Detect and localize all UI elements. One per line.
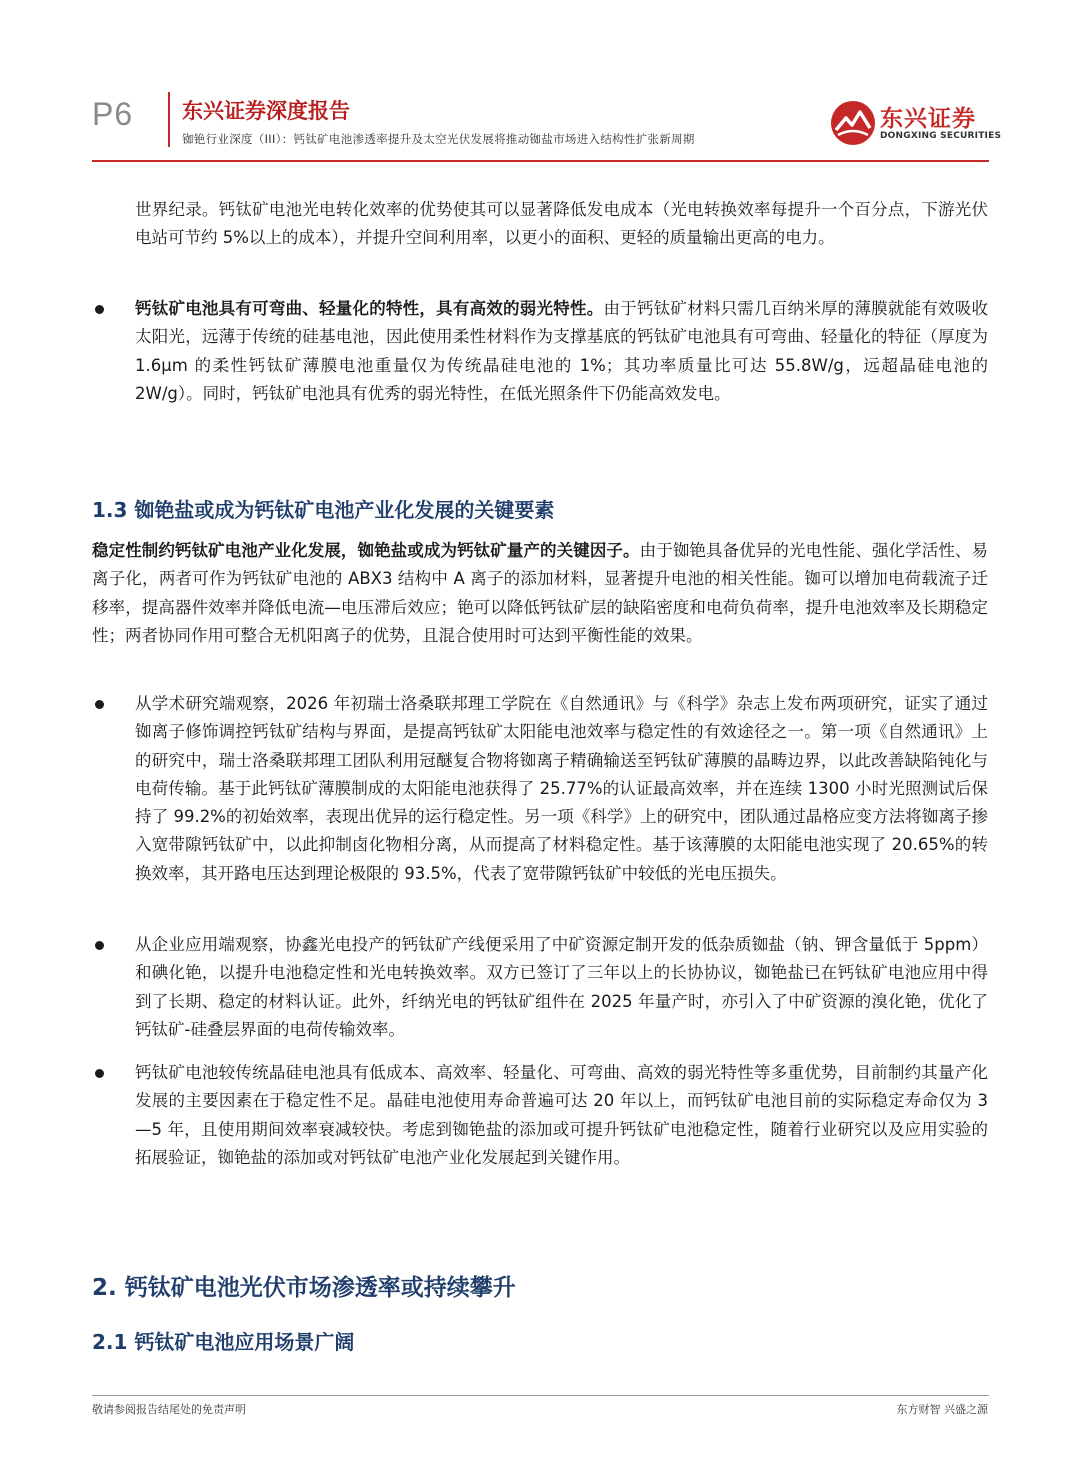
footer-disclaimer: 敬请参阅报告结尾处的免责声明 (92, 1403, 246, 1416)
bullet-paragraph-flexibility (135, 295, 988, 408)
company-logo (830, 100, 1002, 146)
page-header (0, 0, 1080, 170)
bullet-paragraph-industry: 从企业应用端观察，协鑫光电投产的钙钛矿产线便采用了中矿资源定制开发的低杂质铷盐（钠、钾含量低于 5ppm）和碘化铯，以提升电池稳定性和光电转换效率。双方已签订了三年以上的长协协议，铷铯盐已在钙钛矿电池应用中得到了长期、稳定的材料认证。此外，纤纳光电的钙钛矿组件在 2025 年量产时，亦引入了中矿资源的溴化铯，优化了钙钛矿-硅叠层界面的电荷传输效率。 (135, 935, 988, 1039)
paragraph-continuation: 世界纪录。钙钛矿电池光电转化效率的优势使其可以显著降低发电成本（光电转换效率每提升一个百分点，下游光伏电站可节约 5%以上的成本），并提升空间利用率，以更小的面积、更轻的质量输出更高的电力。 (135, 200, 988, 248)
bullet-dot (95, 700, 104, 709)
logo-emblem-icon (830, 100, 876, 146)
header-rule (92, 160, 989, 162)
section-heading-2-1: 2.1 钙钛矿电池应用场景广阔 (92, 1330, 355, 1354)
footer-rule (92, 1395, 989, 1396)
bullet-paragraph-academic: 从学术研究端观察，2026 年初瑞士洛桑联邦理工学院在《自然通讯》与《科学》杂志上发布两项研究，证实了通过铷离子修饰调控钙钛矿结构与界面，是提高钙钛矿太阳能电池效率与稳定性的有效途径之一。第一项《自然通讯》上的研究中，瑞士洛桑联邦理工团队利用冠醚复合物将铷离子精确输送至钙钛矿薄膜的晶畴边界，以此改善缺陷钝化与电荷传输。基于此钙钛矿薄膜制成的太阳能电池获得了 25.77%的认证最高效率，并在连续 1300 小时光照测试后保持了 99.2%的初始效率，表现出优异的运行稳定性。另一项《科学》上的研究中，团队通过晶格应变方法将铷离子掺入宽带隙钙钛矿中，以此抑制卤化物相分离，从而提高了材料稳定性。基于该薄膜的太阳能电池实现了 20.65%的转换效率，其开路电压达到理论极限的 93.5%，代表了宽带隙钙钛矿中较低的光电压损失。 (135, 694, 988, 883)
footer-slogan: 东方财智 兴盛之源 (896, 1403, 988, 1416)
paragraph-stability (92, 537, 988, 650)
header-divider (168, 92, 170, 147)
bullet-paragraph-advantages: 钙钛矿电池较传统晶硅电池具有低成本、高效率、轻量化、可弯曲、高效的弱光特性等多重优势，目前制约其量产化发展的主要因素在于稳定性不足。晶硅电池使用寿命普遍可达 20 年以上，而钙钛矿电池目前的实际稳定寿命仅为 3—5 年，且使用期间效率衰减较快。考虑到铷铯盐的添加或可提升钙钛矿电池稳定性，随着行业研究以及应用实验的拓展验证，铷铯盐的添加或对钙钛矿电池产业化发展起到关键作用。 (135, 1063, 988, 1167)
logo-text-cn: 东兴证券 (880, 106, 976, 132)
report-title: 东兴证券深度报告 (182, 99, 350, 123)
section-heading-2: 2. 钙钛矿电池光伏市场渗透率或持续攀升 (92, 1275, 516, 1301)
report-subtitle: 铷铯行业深度（III）：钙钛矿电池渗透率提升及太空光伏发展将推动铷盐市场进入结构性扩张新周期 (182, 132, 695, 146)
paragraph-lead: 稳定性制约钙钛矿电池产业化发展，铷铯盐或成为钙钛矿量产的关键因子。 (92, 541, 640, 560)
paragraph-text: 由于铷铯具备优异的光电性能、强化学活性、易离子化，两者可作为钙钛矿电池的 ABX3 结构中 A 离子的添加材料，显著提升电池的相关性能。铷可以增加电荷载流子迁移率，提高器件效率并降低电流—电压滞后效应；铯可以降低钙钛矿层的缺陷密度和电荷负荷率，提升电池效率及长期稳定性；两者协同作用可整合无机阳离子的优势，且混合使用时可达到平衡性能的效果。 (92, 541, 989, 645)
bullet-dot (95, 941, 104, 950)
page-number: P6 (92, 96, 134, 132)
bullet-dot (95, 305, 104, 314)
bullet-lead: 钙钛矿电池具有可弯曲、轻量化的特性，具有高效的弱光特性。 (135, 299, 604, 318)
bullet-text: 由于钙钛矿材料只需几百纳米厚的薄膜就能有效吸收太阳光，远薄于传统的硅基电池，因此使用柔性材料作为支撑基底的钙钛矿电池具有可弯曲、轻量化的特征（厚度为 1.6μm 的柔性钙钛矿薄膜电池重量仅为传统晶硅电池的 1%；其功率质量比可达 55.8W/g，远超晶硅电池的 2W/g）。同时，钙钛矿电池具有优秀的弱光特性，在低光照条件下仍能高效发电。 (135, 299, 989, 403)
bullet-dot (95, 1069, 104, 1078)
logo-text-en: DONGXING SECURITIES (880, 131, 1002, 141)
section-heading-1-3: 1.3 铷铯盐或成为钙钛矿电池产业化发展的关键要素 (92, 498, 555, 522)
